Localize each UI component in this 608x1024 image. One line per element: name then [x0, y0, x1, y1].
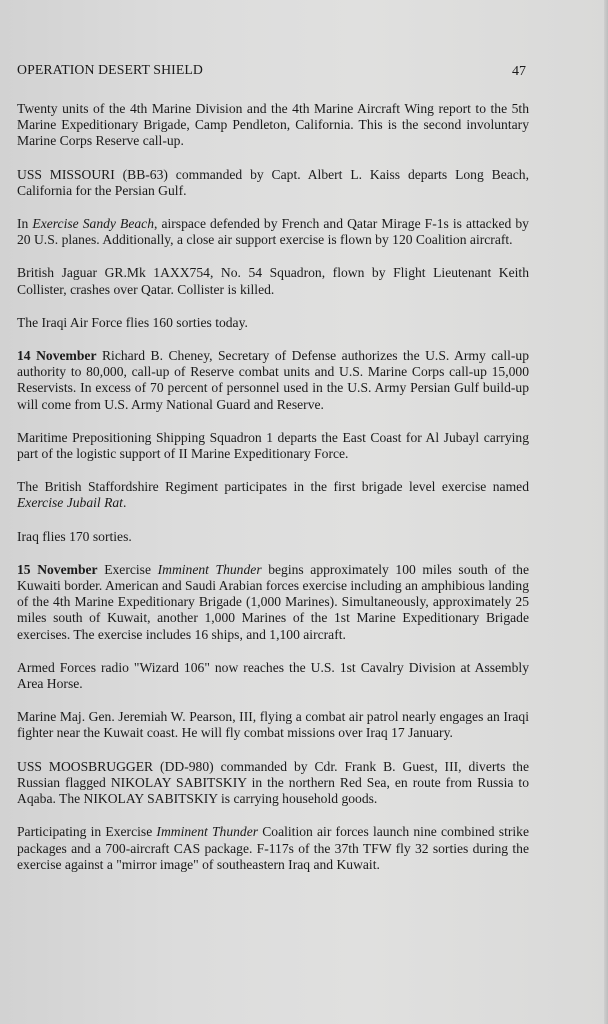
entry-exercise-sandy-beach: In Exercise Sandy Beach, airspace defended by French and Qatar Mirage F-1s is attacked by 20 U.S. planes. Additionally, a close air support exercise is flown by 120 Coalition aircraft. — [17, 216, 529, 248]
page-edge — [604, 0, 608, 1024]
entry-jaguar-crash: British Jaguar GR.Mk 1AXX754, No. 54 Squadron, flown by Flight Lieutenant Keith Collister, crashes over Qatar. Collister is killed. — [17, 265, 529, 297]
entry-marine-reserve-callup: Twenty units of the 4th Marine Division and the 4th Marine Aircraft Wing report to the 5th Marine Expeditionary Brigade, Camp Pendleton, California. This is the second involuntary Marine Corps Reserve call-up. — [17, 101, 529, 149]
entry-uss-moosbrugger: USS MOOSBRUGGER (DD-980) commanded by Cdr. Frank B. Guest, III, diverts the Russian flagged NIKOLAY SABITSKIY in the northern Red Sea, en route from Russia to Aqaba. The NIKOLAY SABITSKIY is carrying household goods. — [17, 758, 529, 807]
exercise-name: Imminent Thunder — [156, 824, 259, 840]
body-text — [17, 101, 529, 890]
entry-date: 15 November — [17, 561, 98, 577]
page-number: 47 — [512, 64, 526, 79]
entry-uss-missouri: USS MISSOURI (BB-63) commanded by Capt. Albert L. Kaiss departs Long Beach, California for the Persian Gulf. — [17, 166, 529, 198]
exercise-name: Exercise Sandy Beach — [32, 216, 154, 232]
entry-armed-forces-radio: Armed Forces radio "Wizard 106" now reaches the U.S. 1st Cavalry Division at Assembly Area Horse. — [17, 659, 529, 692]
entry-prepositioning-squadron: Maritime Prepositioning Shipping Squadron 1 departs the East Coast for Al Jubayl carrying part of the logistic support of II Marine Expeditionary Force. — [17, 429, 529, 462]
entry-date: 14 November — [17, 348, 97, 364]
entry-15-november: 15 November Exercise Imminent Thunder begins approximately 100 miles south of the Kuwaiti border. American and Saudi Arabian forces exercise including an amphibious landing of the 4th Marine Expeditionary Brigade (1,000 Marines). Simultaneously, approximately 25 miles south of Kuwait, another 1,000 Marines of the 1st Marine Expeditionary Brigade exercises. The exercise includes 16 ships, and 1,100 aircraft. — [17, 561, 530, 642]
entry-staffordshire-regiment: The British Staffordshire Regiment participates in the first brigade level exercise named Exercise Jubail Rat. — [17, 479, 529, 511]
exercise-name: Imminent Thunder — [157, 561, 262, 577]
entry-imminent-thunder-air: Participating in Exercise Imminent Thunder Coalition air forces launch nine combined strike packages and a 700-aircraft CAS package. F-117s of the 37th TFW fly 32 sorties during the exercise against a "mirror image" of southeastern Iraq and Kuwait. — [17, 824, 529, 872]
entry-14-november: 14 November Richard B. Cheney, Secretary of Defense authorizes the U.S. Army call-up authority to 80,000, call-up of Reserve combat units and U.S. Marine Corps call-up 15,000 Reservists. In excess of 70 percent of personnel used in the U.S. Army Persian Gulf build-up will come from U.S. Army National Guard and Reserve. — [17, 348, 529, 412]
entry-iraqi-sorties-160: The Iraqi Air Force flies 160 sorties today. — [17, 314, 248, 330]
entry-pearson-cap: Marine Maj. Gen. Jeremiah W. Pearson, III, flying a combat air patrol nearly engages an Iraqi fighter near the Kuwait coast. He will fly combat missions over Iraq 17 January. — [17, 709, 529, 741]
entry-iraq-sorties-170: Iraq flies 170 sorties. — [17, 528, 132, 544]
running-header: OPERATION DESERT SHIELD — [17, 62, 203, 77]
exercise-name: Exercise Jubail Rat — [17, 495, 123, 511]
